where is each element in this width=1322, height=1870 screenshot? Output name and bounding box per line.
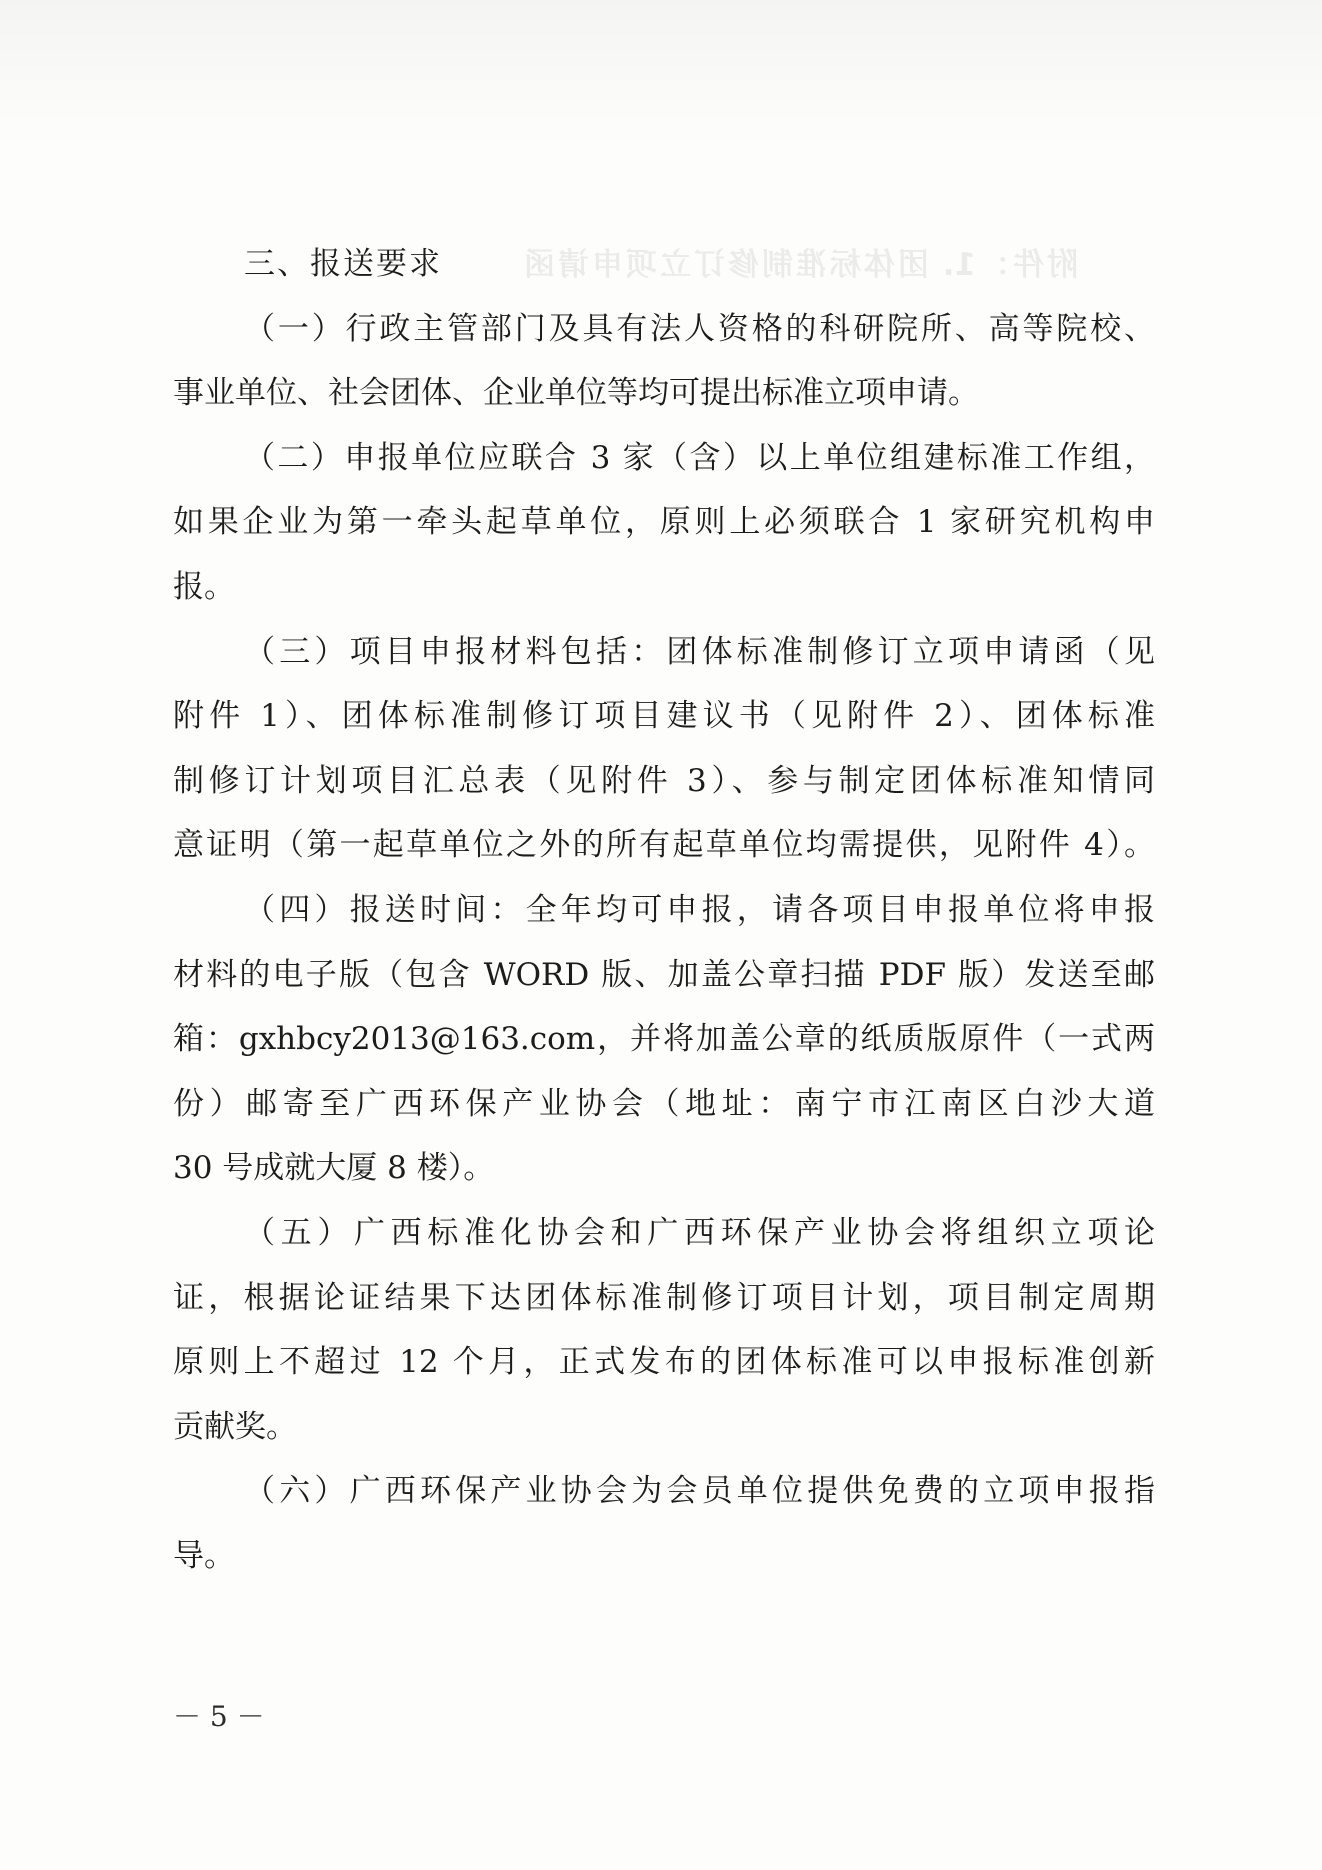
paragraph-line: 30 号成就大厦 8 楼）。 — [173, 1150, 495, 1187]
section-body — [173, 232, 1155, 1588]
paragraph-line: （五）广西标准化协会和广西环保产业协会将组织立项论 — [244, 1214, 1155, 1251]
paragraph-4 — [173, 878, 1155, 1201]
scan-artifact-band — [0, 0, 1322, 150]
paragraph-line: （六）广西环保产业协会为会员单位提供免费的立项申报指 — [244, 1473, 1155, 1510]
paragraph-2 — [173, 426, 1155, 620]
paragraph-1 — [173, 297, 1155, 426]
paragraph-line: 导。 — [173, 1537, 235, 1574]
paragraph-line: （三）项目申报材料包括：团体标准制修订立项申请函（见 — [244, 633, 1155, 670]
paragraph-line: 原则上不超过 12 个月，正式发布的团体标准可以申报标准创新 — [173, 1344, 1155, 1381]
paragraph-line: 事业单位、社会团体、企业单位等均可提出标准立项申请。 — [173, 375, 979, 412]
paragraph-line: 材料的电子版（包含 WORD 版、加盖公章扫描 PDF 版）发送至邮 — [173, 956, 1155, 993]
paragraph-line: 如果企业为第一牵头起草单位，原则上必须联合 1 家研究机构申 — [173, 504, 1155, 541]
paragraph-line: 证，根据论证结果下达团体标准制修订项目计划，项目制定周期 — [173, 1279, 1155, 1316]
paragraph-3 — [173, 620, 1155, 878]
paragraph-line: 制修订计划项目汇总表（见附件 3）、参与制定团体标准知情同 — [173, 762, 1155, 799]
paragraph-line: 报。 — [173, 568, 235, 605]
paragraph-line: 附件 1）、团体标准制修订项目建议书（见附件 2）、团体标准 — [173, 698, 1155, 735]
bleed-through-text: 附件：1. 团体标准制修订立项申请函 — [524, 247, 1078, 283]
paragraph-line: （二）申报单位应联合 3 家（含）以上单位组建标准工作组， — [244, 439, 1155, 476]
paragraph-line: 份）邮寄至广西环保产业协会（地址：南宁市江南区白沙大道 — [173, 1085, 1155, 1122]
page-number: － 5 － — [173, 1700, 265, 1733]
paragraph-6 — [173, 1459, 1155, 1588]
paragraph-5 — [173, 1201, 1155, 1459]
paragraph-line: 意证明（第一起草单位之外的所有起草单位均需提供，见附件 4）。 — [173, 827, 1155, 864]
paragraph-line: （一）行政主管部门及具有法人资格的科研院所、高等院校、 — [244, 310, 1155, 347]
paragraph-line: （四）报送时间：全年均可申报，请各项目申报单位将申报 — [244, 891, 1155, 928]
section-heading: 三、报送要求 — [244, 246, 442, 282]
paragraph-line: 贡献奖。 — [173, 1408, 297, 1445]
paragraph-line: 箱：gxhbcy2013@163.com，并将加盖公章的纸质版原件（一式两 — [173, 1021, 1155, 1058]
